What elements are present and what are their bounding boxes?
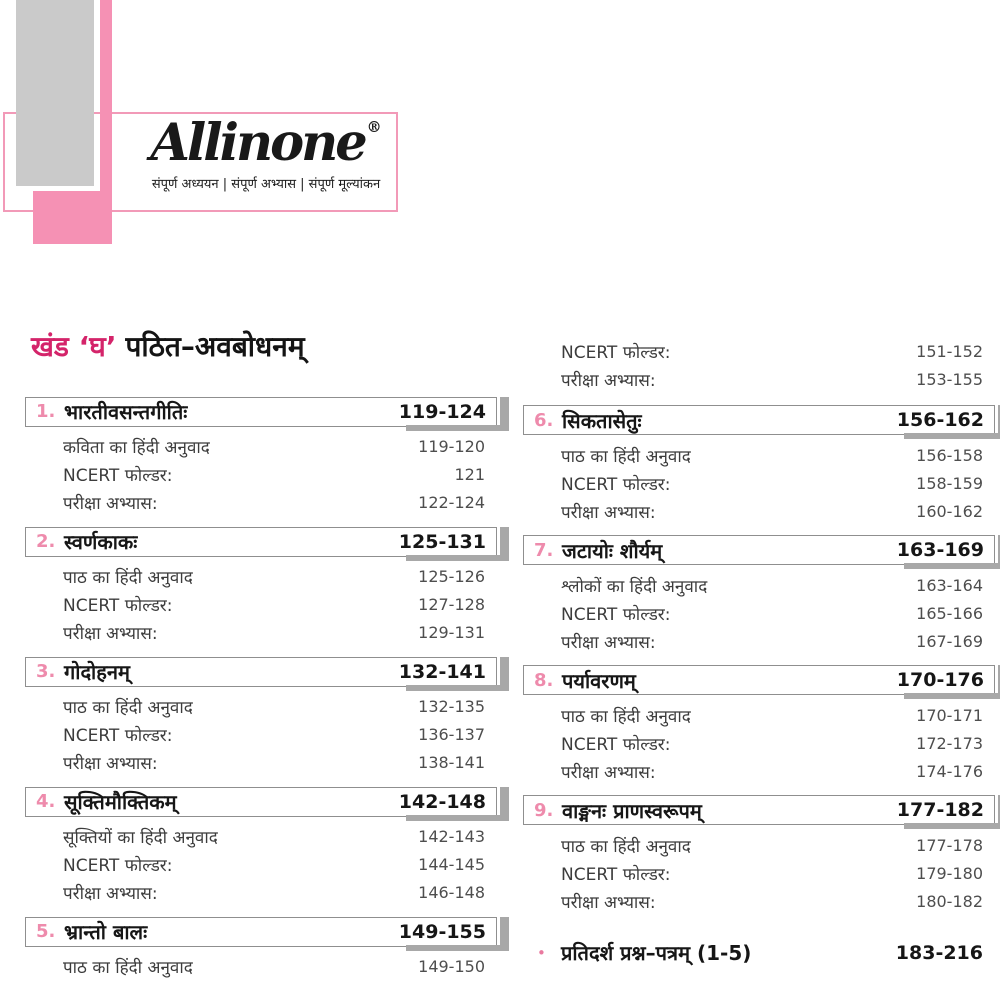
subitem-label: परीक्षा अभ्यास: (63, 494, 158, 515)
chapter-block (523, 665, 995, 785)
chapter-block (523, 795, 995, 915)
chapter-subitems (25, 817, 497, 907)
chapter-number: 5. (36, 921, 56, 943)
subitem-row (523, 887, 995, 915)
registered-trademark-icon: ® (366, 118, 382, 136)
subitem-page-range: 146-148 (418, 883, 485, 903)
chapter-block (523, 535, 995, 655)
subitem-row (25, 823, 497, 851)
chapter-subitems (25, 427, 497, 517)
chapter-number: 2. (36, 531, 56, 553)
chapter-header (523, 405, 995, 435)
subitem-page-range: 142-143 (418, 827, 485, 847)
chapter-page-range: 119-124 (398, 400, 486, 423)
chapter-page-range: 125-131 (398, 530, 486, 553)
subitem-page-range: 170-171 (916, 705, 983, 725)
chapter-subitems (523, 435, 995, 525)
toc-column-left (25, 330, 497, 991)
chapter-page-range: 132-141 (398, 660, 486, 683)
chapter-number: 6. (534, 409, 554, 431)
chapter-subitems (25, 947, 497, 981)
subitem-page-range: 138-141 (418, 753, 485, 773)
subitem-page-range: 177-178 (916, 835, 983, 855)
chapter-title: स्वर्णकाकः (64, 530, 138, 555)
subitem-label: पाठ का हिंदी अनुवाद (63, 568, 193, 589)
chapter-page-range: 170-176 (896, 669, 984, 691)
subitem-label: श्लोकों का हिंदी अनुवाद (561, 576, 708, 597)
subitem-page-range: 127-128 (418, 595, 485, 615)
chapter-block (25, 787, 497, 907)
sample-papers-label: प्रतिदर्श प्रश्न–पत्रम् (1-5) (561, 941, 752, 965)
bullet-icon: • (537, 943, 546, 962)
subitem-label: पाठ का हिंदी अनुवाद (561, 706, 691, 727)
subitem-row (523, 701, 995, 729)
subitem-label: NCERT फोल्डर: (561, 734, 671, 755)
chapter-title: पर्यावरणम् (562, 668, 636, 693)
chapter-number: 1. (36, 401, 56, 423)
subitem-row (523, 757, 995, 785)
chapter-header (25, 397, 497, 427)
chapter-subitems (523, 565, 995, 655)
subitem-row (25, 721, 497, 749)
chapter-header (25, 527, 497, 557)
subitem-label: परीक्षा अभ्यास: (561, 762, 656, 783)
subitem-page-range: 144-145 (418, 855, 485, 875)
subitem-row (523, 729, 995, 757)
subitem-page-range: 158-159 (916, 473, 983, 493)
section-heading (31, 330, 497, 364)
chapter-subitems (25, 557, 497, 647)
subitem-row (25, 489, 497, 517)
chapter-page-range: 177-182 (896, 799, 984, 821)
pink-decoration-square (33, 191, 112, 244)
subitem-row (523, 469, 995, 497)
subitem-page-range: 121 (454, 465, 485, 485)
subitem-label: परीक्षा अभ्यास: (63, 624, 158, 645)
subitem-row (25, 749, 497, 777)
pink-decoration-bar (100, 0, 112, 193)
section-heading-rest: पठित–अवबोधनम् (125, 330, 305, 363)
subitem-page-range: 156-158 (916, 445, 983, 465)
subitem-row (25, 879, 497, 907)
subitem-row (523, 831, 995, 859)
section-heading-highlight: खंड ‘घ’ (31, 330, 117, 363)
chapter-number: 9. (534, 799, 554, 821)
chapter-list-left (25, 397, 497, 981)
subitem-label: NCERT फोल्डर: (561, 604, 671, 625)
gray-decoration-bar (16, 0, 94, 186)
chapter-page-range: 142-148 (398, 790, 486, 813)
chapter-subitems (523, 825, 995, 915)
subitem-label: NCERT फोल्डर: (561, 864, 671, 885)
subitem-label: पाठ का हिंदी अनुवाद (63, 698, 193, 719)
subitem-row (25, 619, 497, 647)
subitem-page-range: 174-176 (916, 761, 983, 781)
subitem-page-range: 172-173 (916, 733, 983, 753)
subitem-page-range: 119-120 (418, 437, 485, 457)
subitem-row (523, 497, 995, 525)
chapter-number: 8. (534, 669, 554, 691)
chapter-number: 4. (36, 791, 56, 813)
chapter-header (523, 535, 995, 565)
chapter-subitems (523, 695, 995, 785)
sample-papers-page-range: 183-216 (895, 941, 983, 964)
subitem-row (25, 591, 497, 619)
subitem-label: NCERT फोल्डर: (63, 856, 173, 877)
subitem-page-range: 125-126 (418, 567, 485, 587)
subitem-label: परीक्षा अभ्यास: (561, 632, 656, 653)
chapter-title: गोदोहनम् (64, 660, 130, 685)
carryover-subitems (523, 337, 995, 393)
subitem-label: परीक्षा अभ्यास: (561, 370, 656, 391)
brand-wordmark: Allinone (150, 113, 365, 173)
chapter-subitems (25, 687, 497, 777)
subitem-label: पाठ का हिंदी अनुवाद (561, 836, 691, 857)
subitem-row (25, 563, 497, 591)
chapter-page-range: 149-155 (398, 920, 486, 943)
subitem-row (523, 337, 995, 365)
subitem-row (523, 365, 995, 393)
subitem-label: NCERT फोल्डर: (561, 474, 671, 495)
subitem-page-range: 179-180 (916, 863, 983, 883)
subitem-label: परीक्षा अभ्यास: (561, 892, 656, 913)
chapter-page-range: 156-162 (896, 409, 984, 431)
subitem-label: परीक्षा अभ्यास: (63, 754, 158, 775)
subitem-row (523, 571, 995, 599)
subitem-page-range: 165-166 (916, 603, 983, 623)
subitem-row (25, 953, 497, 981)
subitem-label: NCERT फोल्डर: (561, 342, 671, 363)
subitem-label: NCERT फोल्डर: (63, 726, 173, 747)
toc-column-right (523, 337, 995, 966)
chapter-header (25, 657, 497, 687)
subitem-row (25, 693, 497, 721)
chapter-title: वाङ्मनः प्राणस्वरूपम् (562, 798, 702, 823)
subitem-page-range: 151-152 (916, 341, 983, 361)
subitem-label: पाठ का हिंदी अनुवाद (561, 446, 691, 467)
subitem-row (523, 859, 995, 887)
chapter-title: सूक्तिमौक्तिकम् (64, 790, 177, 815)
subitem-page-range: 122-124 (418, 493, 485, 513)
subitem-row (25, 851, 497, 879)
chapter-block (25, 397, 497, 517)
subitem-row (523, 599, 995, 627)
chapter-header (523, 795, 995, 825)
subitem-row (523, 627, 995, 655)
subitem-page-range: 180-182 (916, 891, 983, 911)
chapter-header (25, 917, 497, 947)
subitem-page-range: 149-150 (418, 957, 485, 977)
subitem-label: परीक्षा अभ्यास: (561, 502, 656, 523)
chapter-block (25, 527, 497, 647)
subitem-page-range: 153-155 (916, 369, 983, 389)
subitem-row (25, 433, 497, 461)
subitem-page-range: 129-131 (418, 623, 485, 643)
subitem-label: परीक्षा अभ्यास: (63, 884, 158, 905)
brand-tagline: संपूर्ण अध्ययन | संपूर्ण अभ्यास | संपूर्ण मूल्यांकन (151, 177, 381, 192)
subitem-label: NCERT फोल्डर: (63, 466, 173, 487)
chapter-title: जटायोः शौर्यम् (562, 538, 663, 563)
chapter-header (523, 665, 995, 695)
sample-papers-row (523, 939, 995, 966)
subitem-label: पाठ का हिंदी अनुवाद (63, 958, 193, 979)
chapter-number: 7. (534, 539, 554, 561)
brand-logo (146, 113, 386, 192)
chapter-number: 3. (36, 661, 56, 683)
chapter-block (25, 917, 497, 981)
chapter-title: भ्रान्तो बालः (64, 920, 148, 945)
chapter-title: सिकतासेतुः (562, 408, 642, 433)
subitem-label: कविता का हिंदी अनुवाद (63, 438, 210, 459)
chapter-title: भारतीवसन्तगीतिः (64, 400, 188, 425)
subitem-page-range: 132-135 (418, 697, 485, 717)
subitem-row (523, 441, 995, 469)
chapter-block (25, 657, 497, 777)
subitem-page-range: 136-137 (418, 725, 485, 745)
subitem-page-range: 167-169 (916, 631, 983, 651)
subitem-row (25, 461, 497, 489)
chapter-page-range: 163-169 (896, 539, 984, 561)
subitem-label: सूक्तियों का हिंदी अनुवाद (63, 828, 218, 849)
subitem-page-range: 163-164 (916, 575, 983, 595)
subitem-page-range: 160-162 (916, 501, 983, 521)
chapter-list-right (523, 405, 995, 915)
chapter-block (523, 405, 995, 525)
subitem-label: NCERT फोल्डर: (63, 596, 173, 617)
brand-logo-text (146, 113, 386, 173)
chapter-header (25, 787, 497, 817)
